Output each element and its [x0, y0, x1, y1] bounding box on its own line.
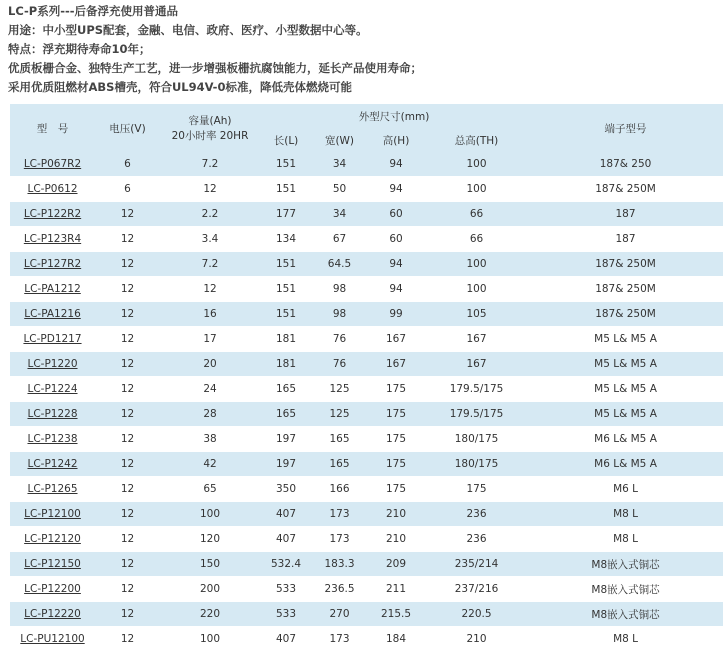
header-capacity-label: 容量(Ah): [188, 115, 232, 127]
table-row: [10, 627, 723, 652]
width-cell: 166: [312, 477, 367, 502]
model-cell: [10, 277, 95, 302]
height-cell: 94: [367, 252, 425, 277]
series-title: LC-P系列---后备浮充使用普通品: [8, 4, 179, 18]
height-cell: 60: [367, 227, 425, 252]
capacity-cell: 20: [160, 352, 260, 377]
capacity-cell: 24: [160, 377, 260, 402]
length-cell: 533: [260, 602, 312, 627]
model-cell: [10, 327, 95, 352]
terminal-cell: 187& 250M: [528, 302, 723, 327]
total-height-cell: 220.5: [425, 602, 528, 627]
height-cell: 210: [367, 502, 425, 527]
height-cell: 211: [367, 577, 425, 602]
model-cell: [10, 177, 95, 202]
voltage-cell: 12: [95, 527, 160, 552]
terminal-cell: M5 L& M5 A: [528, 402, 723, 427]
voltage-cell: 12: [95, 352, 160, 377]
terminal-cell: M5 L& M5 A: [528, 352, 723, 377]
usage-text: 用途：中小型UPS配套，金融、电信、政府、医疗、小型数据中心等。: [8, 23, 368, 37]
width-cell: 173: [312, 627, 367, 652]
voltage-cell: 12: [95, 252, 160, 277]
model-link[interactable]: LC-PA1212: [24, 283, 81, 295]
header-total-height: 总高(TH): [425, 128, 528, 152]
width-cell: 270: [312, 602, 367, 627]
model-link[interactable]: LC-P1228: [27, 408, 78, 420]
width-cell: 165: [312, 452, 367, 477]
voltage-cell: 12: [95, 502, 160, 527]
length-cell: 177: [260, 202, 312, 227]
intro-block: [0, 0, 723, 97]
width-cell: 183.3: [312, 552, 367, 577]
total-height-cell: 210: [425, 627, 528, 652]
terminal-cell: 187: [528, 227, 723, 252]
total-height-cell: 180/175: [425, 452, 528, 477]
capacity-cell: 12: [160, 277, 260, 302]
width-cell: 173: [312, 527, 367, 552]
height-cell: 175: [367, 402, 425, 427]
voltage-cell: 12: [95, 602, 160, 627]
capacity-cell: 7.2: [160, 152, 260, 177]
table-row: [10, 527, 723, 552]
length-cell: 151: [260, 252, 312, 277]
model-cell: [10, 527, 95, 552]
length-cell: 165: [260, 402, 312, 427]
height-cell: 175: [367, 427, 425, 452]
voltage-cell: 12: [95, 577, 160, 602]
table-row: [10, 327, 723, 352]
width-cell: 125: [312, 402, 367, 427]
total-height-cell: 235/214: [425, 552, 528, 577]
model-link[interactable]: LC-P1242: [27, 458, 78, 470]
length-cell: 165: [260, 377, 312, 402]
total-height-cell: 66: [425, 202, 528, 227]
header-model: 型 号: [10, 104, 95, 152]
feature-line-alloy: 优质板栅合金、独特生产工艺，进一步增强板栅抗腐蚀能力，延长产品使用寿命；: [8, 61, 422, 75]
capacity-cell: 28: [160, 402, 260, 427]
width-cell: 165: [312, 427, 367, 452]
capacity-cell: 38: [160, 427, 260, 452]
voltage-cell: 12: [95, 227, 160, 252]
terminal-cell: 187& 250M: [528, 277, 723, 302]
capacity-cell: 16: [160, 302, 260, 327]
voltage-cell: 12: [95, 327, 160, 352]
total-height-cell: 100: [425, 252, 528, 277]
height-cell: 167: [367, 352, 425, 377]
width-cell: 50: [312, 177, 367, 202]
table-row: [10, 477, 723, 502]
capacity-cell: 100: [160, 502, 260, 527]
total-height-cell: 66: [425, 227, 528, 252]
width-cell: 64.5: [312, 252, 367, 277]
terminal-cell: 187: [528, 202, 723, 227]
length-cell: 197: [260, 452, 312, 477]
length-cell: 134: [260, 227, 312, 252]
width-cell: 76: [312, 352, 367, 377]
header-capacity-sub: 20小时率 20HR: [171, 130, 249, 142]
table-row: [10, 227, 723, 252]
total-height-cell: 175: [425, 477, 528, 502]
width-cell: 76: [312, 327, 367, 352]
length-cell: 181: [260, 352, 312, 377]
terminal-cell: 187& 250M: [528, 252, 723, 277]
height-cell: 184: [367, 627, 425, 652]
voltage-cell: 12: [95, 202, 160, 227]
model-cell: [10, 552, 95, 577]
model-link[interactable]: LC-P067R2: [23, 158, 82, 170]
length-cell: 151: [260, 277, 312, 302]
model-cell: [10, 252, 95, 277]
model-cell: [10, 377, 95, 402]
length-cell: 532.4: [260, 552, 312, 577]
model-cell: [10, 427, 95, 452]
capacity-cell: 42: [160, 452, 260, 477]
length-cell: 151: [260, 152, 312, 177]
table-row: [10, 302, 723, 327]
voltage-cell: 6: [95, 177, 160, 202]
total-height-cell: 237/216: [425, 577, 528, 602]
table-row: [10, 552, 723, 577]
model-cell: [10, 352, 95, 377]
table-row: [10, 202, 723, 227]
model-link[interactable]: LC-P0612: [27, 183, 78, 195]
total-height-cell: 105: [425, 302, 528, 327]
header-width: 宽(W): [312, 128, 367, 152]
voltage-cell: 12: [95, 302, 160, 327]
width-cell: 67: [312, 227, 367, 252]
total-height-cell: 179.5/175: [425, 402, 528, 427]
header-length: 长(L): [260, 128, 312, 152]
length-cell: 350: [260, 477, 312, 502]
model-link[interactable]: LC-PA1216: [24, 308, 81, 320]
header-height: 高(H): [367, 128, 425, 152]
length-cell: 181: [260, 327, 312, 352]
feature-text: 特点：浮充期待寿命10年；: [8, 42, 151, 56]
model-link[interactable]: LC-P1220: [27, 358, 78, 370]
terminal-cell: M8 L: [528, 502, 723, 527]
table-row: [10, 252, 723, 277]
length-cell: 151: [260, 177, 312, 202]
width-cell: 34: [312, 202, 367, 227]
height-cell: 175: [367, 377, 425, 402]
table-row: [10, 377, 723, 402]
model-link[interactable]: LC-P12100: [24, 508, 81, 520]
model-cell: [10, 627, 95, 652]
table-row: [10, 577, 723, 602]
terminal-cell: 187& 250: [528, 152, 723, 177]
model-cell: [10, 602, 95, 627]
model-link[interactable]: LC-P12220: [24, 608, 81, 620]
width-cell: 98: [312, 302, 367, 327]
battery-spec-table: [10, 104, 723, 652]
model-link[interactable]: LC-P12150: [24, 558, 81, 570]
height-cell: 209: [367, 552, 425, 577]
terminal-cell: M8嵌入式铜芯: [528, 552, 723, 577]
model-link[interactable]: LC-PD1217: [23, 333, 82, 345]
model-link[interactable]: LC-PU12100: [20, 633, 85, 645]
height-cell: 94: [367, 152, 425, 177]
terminal-cell: M8 L: [528, 527, 723, 552]
width-cell: 125: [312, 377, 367, 402]
total-height-cell: 179.5/175: [425, 377, 528, 402]
model-cell: [10, 452, 95, 477]
model-link[interactable]: LC-P1238: [27, 433, 78, 445]
model-cell: [10, 302, 95, 327]
table-row: [10, 352, 723, 377]
table-row: [10, 277, 723, 302]
total-height-cell: 100: [425, 177, 528, 202]
capacity-cell: 65: [160, 477, 260, 502]
capacity-cell: 150: [160, 552, 260, 577]
table-row: [10, 427, 723, 452]
length-cell: 151: [260, 302, 312, 327]
table-row: [10, 502, 723, 527]
total-height-cell: 100: [425, 277, 528, 302]
total-height-cell: 100: [425, 152, 528, 177]
total-height-cell: 236: [425, 502, 528, 527]
table-body: [10, 152, 723, 652]
terminal-cell: M8嵌入式铜芯: [528, 602, 723, 627]
voltage-cell: 12: [95, 627, 160, 652]
table-row: [10, 402, 723, 427]
model-link[interactable]: LC-P1265: [27, 483, 78, 495]
model-link[interactable]: LC-P127R2: [23, 258, 82, 270]
capacity-cell: 17: [160, 327, 260, 352]
table-row: [10, 177, 723, 202]
height-cell: 175: [367, 452, 425, 477]
height-cell: 94: [367, 277, 425, 302]
model-cell: [10, 402, 95, 427]
height-cell: 94: [367, 177, 425, 202]
capacity-cell: 2.2: [160, 202, 260, 227]
table-row: [10, 152, 723, 177]
capacity-cell: 12: [160, 177, 260, 202]
terminal-cell: M5 L& M5 A: [528, 377, 723, 402]
header-capacity: [160, 104, 260, 152]
width-cell: 98: [312, 277, 367, 302]
capacity-cell: 7.2: [160, 252, 260, 277]
terminal-cell: 187& 250M: [528, 177, 723, 202]
height-cell: 60: [367, 202, 425, 227]
feature-line-abs: 采用优质阻燃材ABS槽壳，符合UL94V-0标准，降低壳体燃烧可能: [8, 80, 352, 94]
length-cell: 197: [260, 427, 312, 452]
capacity-cell: 220: [160, 602, 260, 627]
voltage-cell: 12: [95, 477, 160, 502]
terminal-cell: M6 L& M5 A: [528, 427, 723, 452]
voltage-cell: 12: [95, 402, 160, 427]
capacity-cell: 3.4: [160, 227, 260, 252]
height-cell: 167: [367, 327, 425, 352]
model-cell: [10, 502, 95, 527]
model-cell: [10, 477, 95, 502]
model-cell: [10, 202, 95, 227]
terminal-cell: M5 L& M5 A: [528, 327, 723, 352]
header-dimensions: 外型尺寸(mm): [260, 104, 528, 128]
table-row: [10, 602, 723, 627]
model-cell: [10, 577, 95, 602]
voltage-cell: 6: [95, 152, 160, 177]
height-cell: 215.5: [367, 602, 425, 627]
capacity-cell: 100: [160, 627, 260, 652]
table-row: [10, 452, 723, 477]
capacity-cell: 200: [160, 577, 260, 602]
total-height-cell: 167: [425, 327, 528, 352]
model-cell: [10, 152, 95, 177]
width-cell: 173: [312, 502, 367, 527]
model-link[interactable]: LC-P12120: [24, 533, 81, 545]
model-link[interactable]: LC-P12200: [24, 583, 81, 595]
width-cell: 236.5: [312, 577, 367, 602]
length-cell: 407: [260, 627, 312, 652]
length-cell: 407: [260, 527, 312, 552]
height-cell: 210: [367, 527, 425, 552]
length-cell: 533: [260, 577, 312, 602]
terminal-cell: M8嵌入式铜芯: [528, 577, 723, 602]
model-link[interactable]: LC-P123R4: [23, 233, 82, 245]
model-link[interactable]: LC-P1224: [27, 383, 78, 395]
voltage-cell: 12: [95, 277, 160, 302]
model-link[interactable]: LC-P122R2: [23, 208, 82, 220]
height-cell: 175: [367, 477, 425, 502]
height-cell: 99: [367, 302, 425, 327]
width-cell: 34: [312, 152, 367, 177]
terminal-cell: M8 L: [528, 627, 723, 652]
model-cell: [10, 227, 95, 252]
total-height-cell: 167: [425, 352, 528, 377]
voltage-cell: 12: [95, 427, 160, 452]
total-height-cell: 236: [425, 527, 528, 552]
total-height-cell: 180/175: [425, 427, 528, 452]
voltage-cell: 12: [95, 452, 160, 477]
header-terminal: 端子型号: [528, 104, 723, 152]
voltage-cell: 12: [95, 377, 160, 402]
header-voltage: 电压(V): [95, 104, 160, 152]
length-cell: 407: [260, 502, 312, 527]
capacity-cell: 120: [160, 527, 260, 552]
voltage-cell: 12: [95, 552, 160, 577]
terminal-cell: M6 L& M5 A: [528, 452, 723, 477]
terminal-cell: M6 L: [528, 477, 723, 502]
